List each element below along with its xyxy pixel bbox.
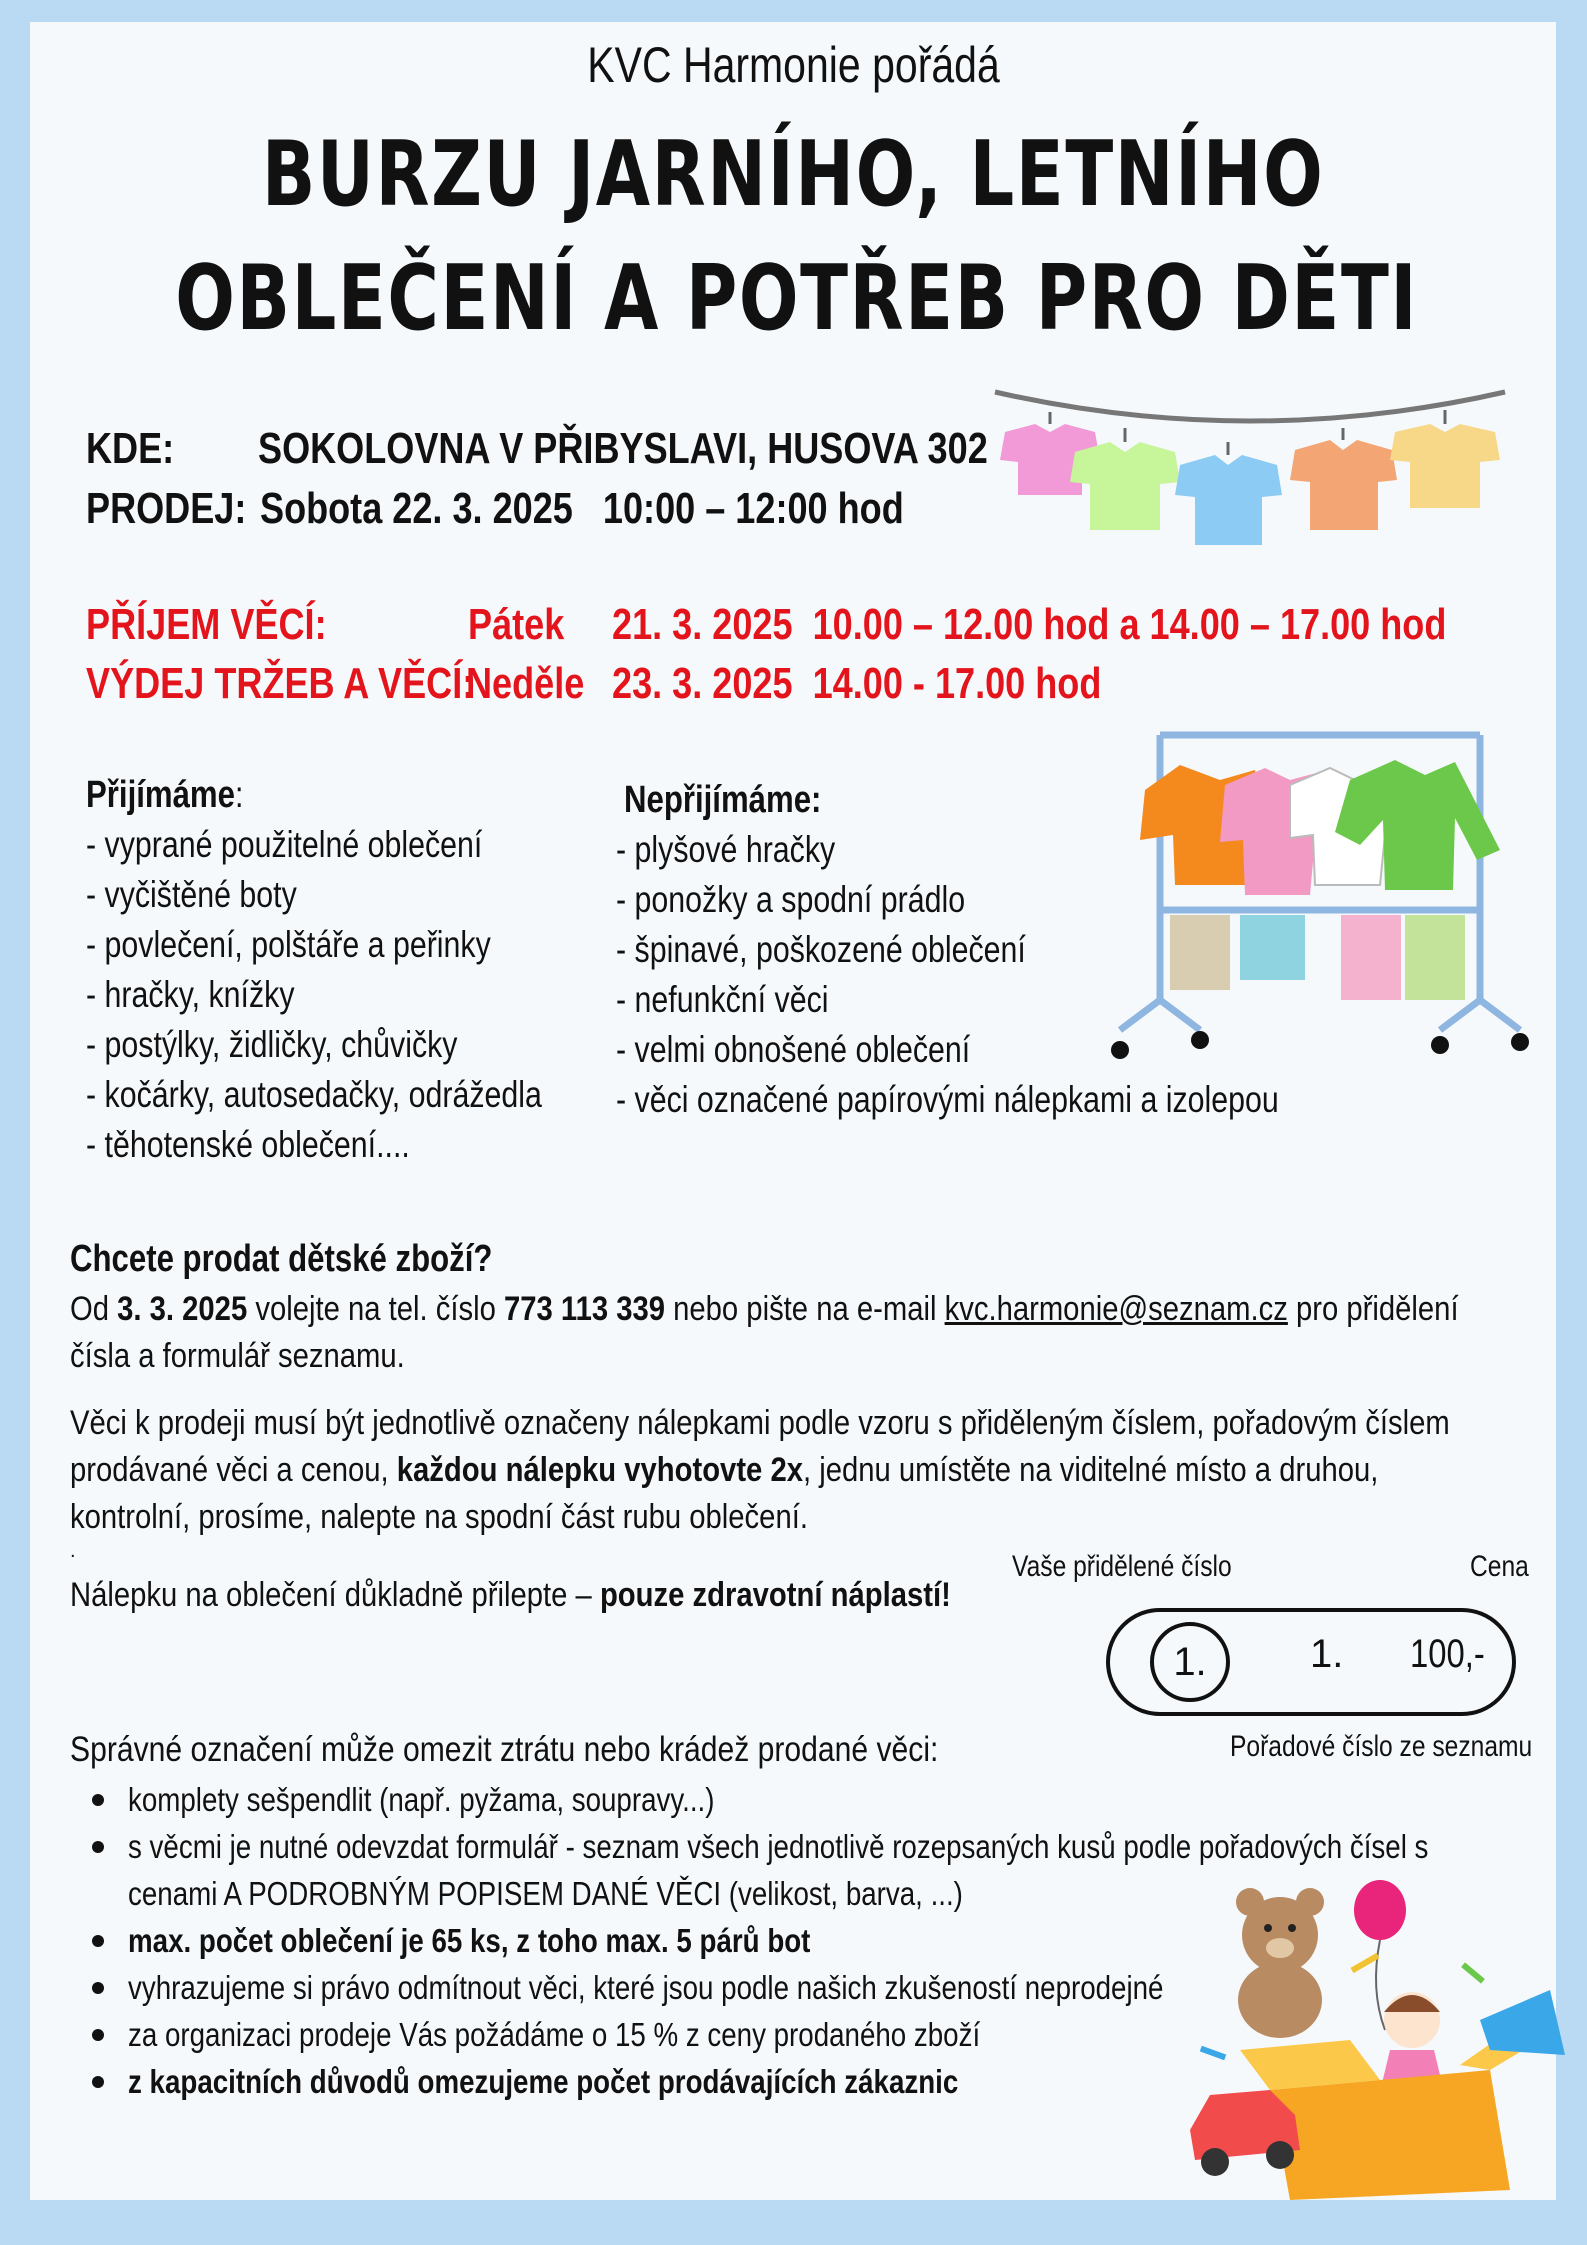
toys-box-illustration bbox=[1180, 1880, 1570, 2200]
payout-label: VÝDEJ TRŽEB A VĚCÍ: bbox=[86, 659, 475, 708]
list-item: - ponožky a spodní prádlo bbox=[616, 879, 966, 920]
list-item: vyhrazujeme si právo odmítnout věci, které jsou podle našich zkušeností neprodejné bbox=[92, 1964, 1587, 2011]
stray-dot: . bbox=[70, 1540, 76, 1562]
sticker-label-order: Pořadové číslo ze seznamu bbox=[1230, 1730, 1533, 1763]
intake-day: Pátek bbox=[468, 600, 565, 649]
shirt-icon bbox=[1290, 440, 1397, 530]
list-item: max. počet oblečení je 65 ks, z toho max. 5 párů bot bbox=[92, 1917, 1587, 1964]
list-item: z kapacitních důvodů omezujeme počet prodávajících zákaznic bbox=[92, 2058, 1587, 2105]
sale-label: PRODEJ: bbox=[86, 484, 247, 533]
intake-label: PŘÍJEM VĚCÍ: bbox=[86, 600, 327, 649]
list-item: za organizaci prodeje Vás požádáme o 15 % z ceny prodaného zboží bbox=[92, 2011, 1587, 2058]
list-item: - hračky, knížky bbox=[86, 974, 295, 1015]
list-item: - postýlky, židličky, chůvičky bbox=[86, 1024, 458, 1065]
rejected-heading: Nepřijímáme: bbox=[624, 779, 822, 821]
sell-paragraph-3: Nálepku na oblečení důkladně přilepte – pouze zdravotní náplastí! bbox=[70, 1576, 951, 1614]
accepted-heading: Přijímáme bbox=[86, 774, 235, 816]
sticker-label-price: Cena bbox=[1470, 1550, 1529, 1583]
organizer-line: KVC Harmonie pořádá bbox=[587, 37, 1000, 93]
list-item: - kočárky, autosedačky, odrážedla bbox=[86, 1074, 542, 1115]
shirt-icon bbox=[1390, 424, 1500, 508]
sticker-example bbox=[1106, 1608, 1516, 1716]
payout-time: 23. 3. 2025 14.00 - 17.00 hod bbox=[612, 659, 1102, 708]
assigned-number: 1. bbox=[1150, 1622, 1230, 1702]
price-value: 100,- bbox=[1410, 1632, 1485, 1676]
rejected-list bbox=[616, 775, 1424, 1125]
location-value: SOKOLOVNA V PŘIBYSLAVI, HUSOVA 302 bbox=[258, 424, 988, 473]
list-item: - věci označené papírovými nálepkami a izolepou bbox=[616, 1079, 1279, 1120]
intake-time: 21. 3. 2025 10.00 – 12.00 hod a 14.00 – 17.00 hod bbox=[612, 600, 1447, 649]
list-item: - špinavé, poškozené oblečení bbox=[616, 929, 1026, 970]
list-item: - velmi obnošené oblečení bbox=[616, 1029, 971, 1070]
shirt-icon bbox=[1175, 455, 1282, 545]
list-item: - těhotenské oblečení.... bbox=[86, 1124, 410, 1165]
location-label: KDE: bbox=[86, 424, 175, 473]
sell-paragraph-2: Věci k prodeji musí být jednotlivě označeny nálepkami podle vzoru s přiděleným číslem, pořadovým číslem prodávané věci a cenou, každou nálepku vyhotovte 2x, jednu umístěte na viditelné místo a druhou, kontrolní, prosíme, nalepte na spodní část rubu oblečení. bbox=[70, 1404, 1450, 1536]
list-item: - nefunkční věci bbox=[616, 979, 829, 1020]
sale-value: Sobota 22. 3. 2025 10:00 – 12:00 hod bbox=[260, 484, 904, 533]
poster-title-line-1: BURZU JARNÍHO, LETNÍHO bbox=[262, 122, 1325, 227]
list-item-continued: cenami A PODROBNÝM POPISEM DANÉ VĚCI (velikost, barva, ...) bbox=[128, 1875, 963, 1912]
list-item: - vyčištěné boty bbox=[86, 874, 297, 915]
sell-paragraph-1: Od 3. 3. 2025 volejte na tel. číslo 773 113 339 nebo pište na e-mail kvc.harmonie@seznam.cz pro přidělení čísla a formulář seznamu. bbox=[70, 1290, 1459, 1375]
list-item: s věcmi je nutné odevzdat formulář - seznam všech jednotlivě rozepsaných kusů podle pořadových čísel s bbox=[92, 1823, 1587, 1870]
rules-intro: Správné označení může omezit ztrátu nebo krádež prodané věci: bbox=[70, 1730, 939, 1769]
list-item: - povlečení, polštáře a peřinky bbox=[86, 924, 491, 965]
list-item: - vyprané použitelné oblečení bbox=[86, 824, 483, 865]
poster-title-line-2: OBLEČENÍ A POTŘEB PRO DĚTI bbox=[175, 246, 1419, 351]
email-link[interactable]: kvc.harmonie@seznam.cz bbox=[944, 1290, 1288, 1328]
sell-heading: Chcete prodat dětské zboží? bbox=[70, 1238, 493, 1280]
sticker-label-assigned: Vaše přidělené číslo bbox=[1012, 1550, 1232, 1583]
payout-day: Neděle bbox=[466, 659, 585, 708]
order-number: 1. bbox=[1310, 1632, 1344, 1676]
list-item: komplety sešpendlit (např. pyžama, soupravy...) bbox=[92, 1776, 1587, 1823]
teddy-bear-icon bbox=[1236, 1888, 1324, 2038]
megaphone-icon bbox=[1480, 1990, 1565, 2055]
list-item: - plyšové hračky bbox=[616, 829, 836, 870]
accepted-list: Přijímáme: - vyprané použitelné oblečení - vyčištěné boty - povlečení, polštáře a peřinky - hračky, knížky - postýlky, židličky, chůvičky - kočárky, autosedačky, odrážedla - těhotenské oblečení.... bbox=[86, 770, 642, 1170]
